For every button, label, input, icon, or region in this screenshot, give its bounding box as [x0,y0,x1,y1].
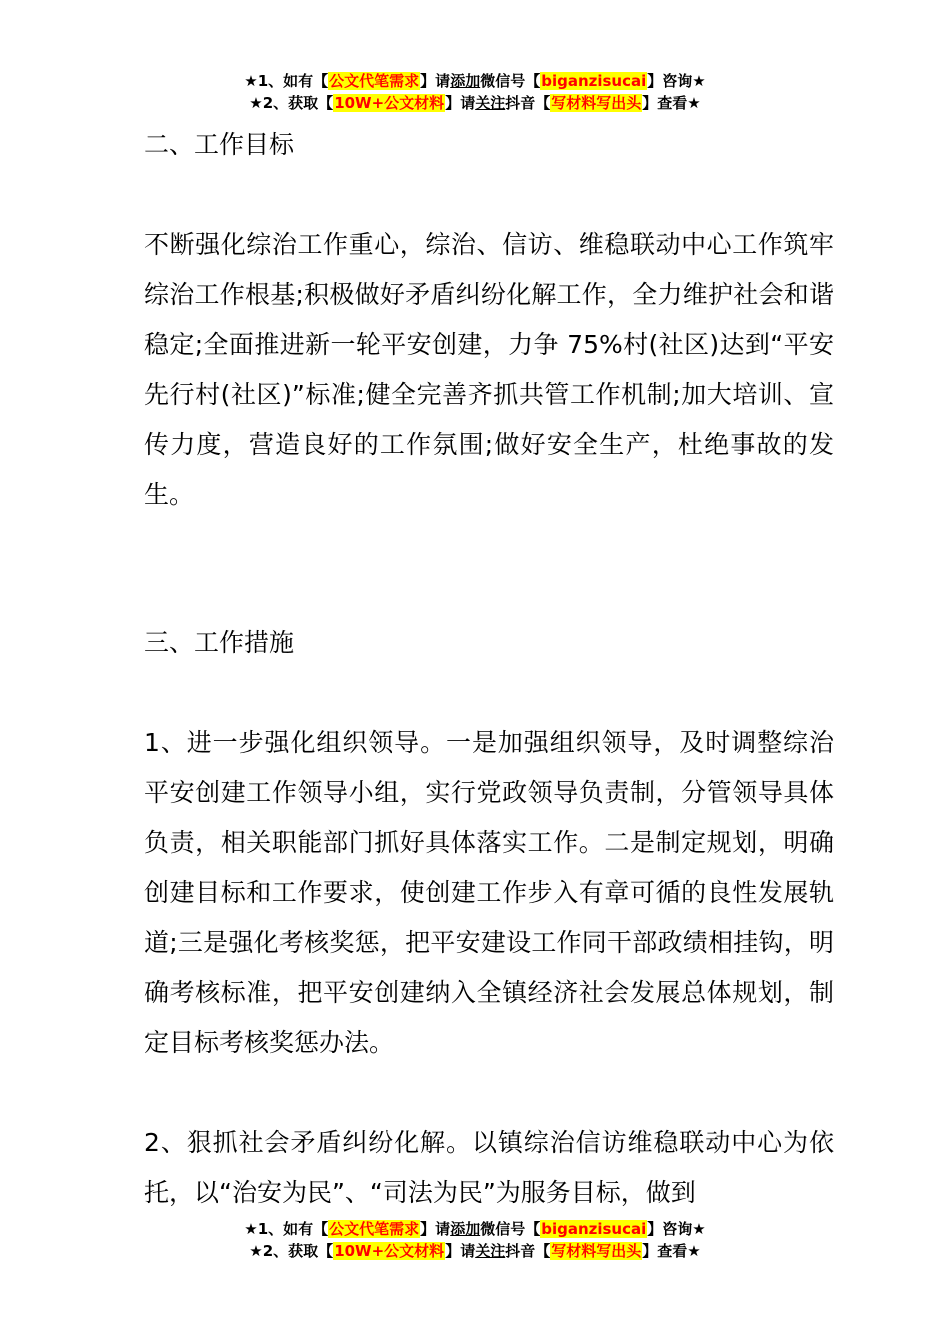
promo-line-1-bottom: ★1、如有【公文代笔需求】请添加微信号【biganzisucai】咨询★ [244,1220,706,1238]
promo-line-2: ★2、获取【10W+公文材料】请关注抖音【写材料写出头】查看★ [249,94,701,112]
paragraph-measure-1: 1、进一步强化组织领导。一是加强组织领导，及时调整综治平安创建工作领导小组，实行党政领导负责制，分管领导具体负责，相关职能部门抓好具体落实工作。二是制定规划，明确创建目标和工作要求，使创建工作步入有章可循的良性发展轨道;三是强化考核奖惩，把平安建设工作同干部政绩相挂钩，明确考核标准，把平安创建纳入全镇经济社会发展总体规划，制定目标考核奖惩办法。 [144,728,834,1057]
highlight-wechat-id: biganzisucai [541,1220,647,1238]
section-heading-measures: 三、工作措施 [144,628,295,657]
bottom-promo-banner [0,1218,950,1262]
promo-line-2-bottom: ★2、获取【10W+公文材料】请关注抖音【写材料写出头】查看★ [249,1242,701,1260]
highlight-service: 公文代笔需求 [329,1220,420,1238]
highlight-service: 公文代笔需求 [329,72,420,90]
top-promo-banner [0,70,950,114]
highlight-materials: 10W+公文材料 [334,94,445,112]
highlight-wechat-id: biganzisucai [541,72,647,90]
highlight-douyin: 写材料写出头 [551,1242,642,1260]
document-body [144,120,834,1218]
section-heading-goals: 二、工作目标 [144,130,295,159]
highlight-douyin: 写材料写出头 [551,94,642,112]
highlight-materials: 10W+公文材料 [334,1242,445,1260]
paragraph-goals: 不断强化综治工作重心，综治、信访、维稳联动中心工作筑牢综治工作根基;积极做好矛盾纠纷化解工作，全力维护社会和谐稳定;全面推进新一轮平安创建，力争 75%村(社区)达到“平安先行村(社区)”标准;健全完善齐抓共管工作机制;加大培训、宣传力度，营造良好的工作氛围;做好安全生产，杜绝事故的发生。 [144,230,834,509]
paragraph-measure-2: 2、狠抓社会矛盾纠纷化解。以镇综治信访维稳联动中心为依托，以“治安为民”、“司法为民”为服务目标，做到 [144,1128,834,1207]
promo-line-1: ★1、如有【公文代笔需求】请添加微信号【biganzisucai】咨询★ [244,72,706,90]
